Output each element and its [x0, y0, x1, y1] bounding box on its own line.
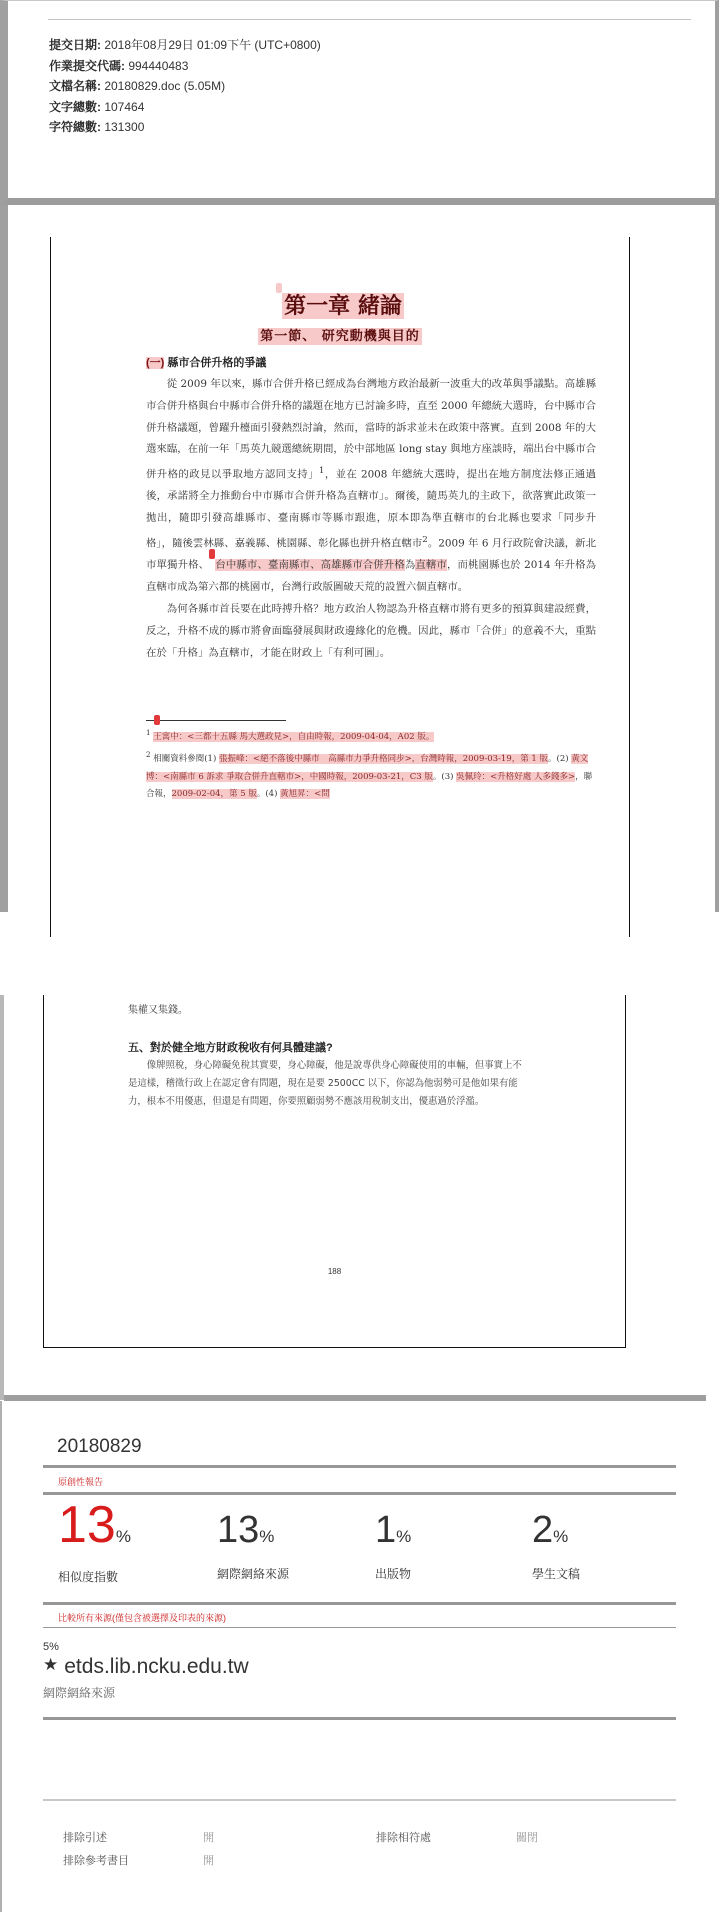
- student-papers-stat: [532, 1506, 580, 1582]
- subheading-text: 縣市合併升格的爭議: [164, 357, 267, 369]
- similarity-index-stat: [58, 1496, 131, 1585]
- text-run: 。(2): [548, 754, 572, 765]
- matched-text[interactable]: 張振峰：<絕不落後中縣市 高縣市力爭升格同步>，台灣時報，2009-03-19，第 1 版: [218, 754, 549, 765]
- source-percent: 5%: [43, 1641, 59, 1653]
- sources-label: 比較所有來源(僅包含被選擇及印表的來源): [58, 1613, 226, 1623]
- subheading: [146, 354, 266, 370]
- stat-number: 13: [58, 1496, 116, 1554]
- exclude-bibliography-setting: [63, 1852, 129, 1868]
- setting-label: 排除相符處: [376, 1832, 431, 1844]
- stat-label: 網際網絡來源: [217, 1567, 290, 1581]
- paragraph-2: 為何各縣市首長要在此時搏升格？地方政治人物認為升格直轄市將有更多的預算與建設經費，反之，升格不成的縣市將會面臨發展與財政邊緣化的危機。因此，縣市「合併」的意義不大，重點在於「升格」為直轄市，才能在財政上「有利可圖」。: [146, 602, 596, 659]
- info-label: 字符總數:: [49, 120, 101, 134]
- text-run: 。(4): [256, 789, 281, 800]
- source-name[interactable]: etds.lib.ncku.edu.tw: [64, 1655, 249, 1678]
- divider: [43, 1602, 676, 1605]
- stat-unit: %: [553, 1527, 569, 1546]
- text-run: 。(3): [432, 771, 457, 782]
- info-word-count: [49, 97, 321, 118]
- info-value: 2018年08月29日 01:09下午 (UTC+0800): [101, 38, 321, 52]
- matched-text[interactable]: 黃文博：<南縣市 6 訴求 爭取合併升直轄市>，中國時報，2009-03-21，C3 版: [146, 754, 589, 782]
- stat-label: 相似度指數: [58, 1570, 119, 1584]
- document-page-preview-2: [0, 995, 719, 1400]
- stat-label: 出版物: [375, 1567, 412, 1581]
- originality-report-label: 原創性報告: [58, 1477, 104, 1487]
- chapter-title: [51, 289, 629, 320]
- match-marker-icon[interactable]: [209, 549, 215, 559]
- setting-value: 開: [203, 1855, 214, 1867]
- stat-value: [375, 1506, 411, 1561]
- stat-number: 13: [217, 1509, 260, 1551]
- internet-sources-stat: [217, 1506, 289, 1582]
- footnote-number: 1: [146, 728, 151, 737]
- match-marker-icon[interactable]: [276, 283, 282, 293]
- footnote-ref: 1: [318, 466, 325, 477]
- matched-text[interactable]: 王寓中：<三都十五縣 馬大選政見>，自由時報，2009-04-04，A02 版。: [153, 731, 435, 742]
- body-text: [146, 374, 596, 664]
- source-type: 網際網絡來源: [43, 1686, 116, 1700]
- stat-value: [532, 1506, 580, 1561]
- divider: [43, 1799, 676, 1801]
- report-title: 20180829: [57, 1436, 142, 1457]
- text-run: ，而桃園縣也於 2014 年升格為直轄市成為第六都的桃園市，台灣行政版圖破天荒的設置六個直轄市。: [146, 559, 597, 594]
- stat-label: 學生文稿: [532, 1567, 581, 1581]
- divider: [43, 1465, 676, 1468]
- info-value: 107464: [101, 99, 145, 114]
- info-label: 文檔名稱:: [49, 79, 101, 93]
- info-submission-id: [49, 56, 321, 77]
- divider: [43, 1492, 676, 1495]
- chapter-title-text: 第一章 緒論: [284, 293, 402, 319]
- page-frame: [43, 995, 626, 1348]
- stat-unit: %: [259, 1527, 275, 1546]
- matched-text[interactable]: 台中縣市、臺南縣市、高雄縣市合併升格: [215, 559, 405, 572]
- paragraph-1: [146, 374, 596, 599]
- stat-value: [217, 1506, 289, 1561]
- info-submission-date: [49, 35, 321, 56]
- info-value: 994440483: [125, 58, 189, 73]
- page-frame: [50, 237, 630, 937]
- text-run: ，並在 2008 年總統大選時，提出在地方制度法修正通過後，承諾將全力推動台中市縣市合併升格為直轄市」。爾後，隨馬英九的主政下，欲落實此政策一拋出，隨即引發高雄縣市、臺南縣市等縣市跟進，原本即為準直轄市的台北縣也要求「同步升格」，隨後雲林縣、嘉義縣、桃園縣、彰化縣也拼升格直轄市: [146, 468, 597, 550]
- submission-info-list: [49, 35, 321, 138]
- stat-unit: %: [396, 1527, 412, 1546]
- stat-unit: %: [115, 1527, 131, 1546]
- continuation-text: 集權又集錢。: [128, 1005, 188, 1016]
- text-run: 從 2009 年以來，縣市合併升格已經成為台灣地方政治最新一波重大的改革與爭議點。高雄縣市合併升格與台中縣市合併升格的議題在地方已討論多時，直至 2000 年總統大選時，台中縣市合併升格議題，曾躍升檯面引發熱烈討論，然而，當時的訴求並未在政策中落實。直到 2008 年的大選來臨，在前一年「馬英九競選總統期間，於中部地區 long stay 與地方座談時，端出台中縣市合併升格的政見以爭取地方認同支持」: [146, 378, 596, 481]
- paragraph: 像牌照稅，身心障礙免稅其實要，身心障礙，他是說專供身心障礙使用的車輛，但事實上不是這樣，稽徵行政上在認定會有問題，現在是要 2500CC 以下，你認為他弱勢可是他如果有能力，根本不用優惠，但還是有問題，你要照顧弱勢不應該用稅制支出，優惠過於浮濫。: [128, 1060, 522, 1107]
- originality-report: [0, 1401, 719, 1912]
- answer-text: [128, 1057, 528, 1111]
- divider: [48, 19, 691, 20]
- setting-label: 排除參考書目: [63, 1855, 129, 1867]
- divider: [43, 1717, 676, 1720]
- submission-info-panel: [0, 0, 719, 205]
- page-number: 188: [327, 1267, 342, 1276]
- info-label: 文字總數:: [49, 99, 101, 114]
- divider: [43, 1627, 676, 1628]
- matched-text[interactable]: 直轄市: [415, 559, 447, 572]
- stat-value: [58, 1498, 131, 1564]
- section-title-text: 第一節、 研究動機與目的: [260, 329, 420, 344]
- question-heading: 五、對於健全地方財政稅收有何具體建議?: [128, 1042, 333, 1054]
- text-run: ，聯合報，: [146, 771, 593, 800]
- info-char-count: [49, 117, 321, 138]
- setting-value: 關閉: [516, 1832, 538, 1844]
- exclude-quotes-setting: [63, 1829, 107, 1845]
- info-value: 131300: [101, 120, 145, 134]
- info-label: 作業提交代碼:: [49, 58, 125, 73]
- info-file-name: [49, 76, 321, 97]
- matched-text[interactable]: 黃旭昇：<問: [280, 789, 330, 800]
- text-run: 相關資料參閱(1): [153, 754, 219, 765]
- stat-number: 1: [375, 1509, 397, 1551]
- matched-text[interactable]: 2009-02-04，第 5 版: [171, 789, 257, 800]
- info-value: 20180829.doc (5.05M): [101, 79, 226, 93]
- source-item[interactable]: [43, 1655, 249, 1679]
- setting-label: 排除引述: [63, 1832, 107, 1844]
- setting-value: 開: [203, 1832, 214, 1844]
- publications-stat: [375, 1506, 411, 1582]
- text-run: 。2009 年 6 月行政院會決議，新北市單獨升格、: [146, 537, 596, 572]
- matched-text[interactable]: 吳佩玲：<升格好處 人多錢多>: [456, 771, 576, 782]
- footnotes: [146, 724, 596, 804]
- stat-number: 2: [532, 1509, 554, 1551]
- footnote-1: [146, 724, 596, 746]
- section-title: [51, 325, 629, 344]
- exclude-matches-setting: [376, 1829, 431, 1845]
- document-page-preview-1: [0, 205, 719, 912]
- footnote-2: [146, 746, 596, 803]
- text-run: 為: [404, 559, 416, 572]
- subheading-number: (一): [146, 357, 165, 369]
- star-icon: ★: [43, 1655, 59, 1674]
- info-label: 提交日期:: [49, 38, 101, 52]
- footnote-divider: [146, 720, 286, 721]
- footnote-ref: 2: [422, 535, 428, 546]
- footnote-number: 2: [146, 750, 151, 760]
